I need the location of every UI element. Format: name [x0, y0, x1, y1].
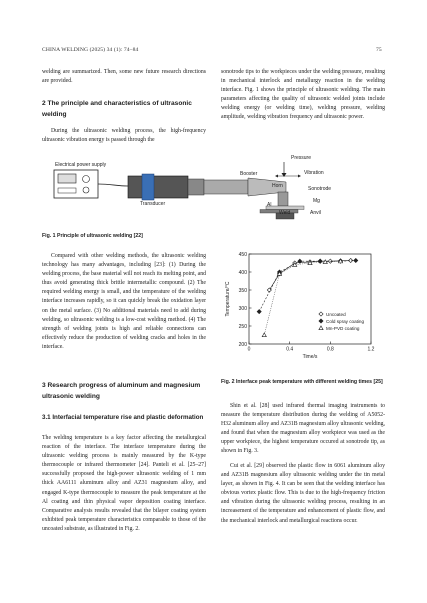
- legend-marker: [319, 319, 323, 323]
- x-tick-label: 0.4: [286, 346, 294, 353]
- y-tick-label: 350: [238, 287, 247, 294]
- paragraph-section-2: During the ultrasonic welding process, the high-frequency ultrasonic vibration energy is passed through the: [42, 128, 206, 144]
- figure-2-caption: Fig. 2 Interface peak temperature with different welding times [25]: [221, 379, 383, 385]
- figure-1-caption: Fig. 1 Principle of ultrasonic welding [22]: [42, 233, 143, 239]
- data-point: [257, 310, 261, 314]
- label-booster: Booster: [240, 171, 258, 177]
- section-2-heading: 2 The principle and characteristics of ultrasonic welding: [42, 100, 192, 118]
- paragraph-shin: Shin et al. [28] used infrared thermal imaging instruments to measure the temperature distribution during the welding of A5052-H32 aluminum alloy and AZ31B magnesium alloy ultrasonic welding, and found that when the magnesium alloy workpiece was used as the upper workpiece, the highest temperature occured at sonotrode tip, as shown in Fig. 3.: [221, 403, 385, 455]
- label-al: Al: [267, 202, 272, 208]
- y-tick-label: 200: [238, 341, 247, 348]
- label-vibration: Vibration: [304, 170, 324, 176]
- label-anvil: Anvil: [310, 210, 321, 216]
- label-transducer: Transducer: [140, 201, 166, 207]
- chart-legend: [319, 312, 365, 331]
- y-tick-label: 300: [238, 305, 247, 312]
- journal-header: CHINA WELDING (2025) 34 (1): 74–84: [42, 47, 139, 53]
- chart-axes: [225, 252, 375, 360]
- legend-marker: [319, 326, 323, 330]
- label-sonotrode: Sonotrode: [308, 186, 332, 192]
- label-pressure: Pressure: [291, 155, 312, 161]
- data-point: [323, 260, 327, 264]
- series-line: [264, 261, 340, 335]
- x-tick-label: 0.8: [326, 346, 334, 353]
- y-tick-label: 450: [238, 251, 247, 258]
- label-mg: Mg: [313, 198, 320, 204]
- y-tick-label: 400: [238, 269, 247, 276]
- label-power-supply: Electrical power supply: [55, 162, 107, 168]
- legend-label: Cold spray coating: [326, 318, 365, 324]
- y-tick-label: 250: [238, 323, 247, 330]
- legend-label: Uncoated: [326, 311, 346, 317]
- section-3-1-heading: 3.1 Interfacial temperature rise and plastic deformation: [42, 414, 204, 421]
- paragraph-welding-temperature: The welding temperature is a key factor affecting the metallurgical reaction of the interface. The interface temperature during the ultrasonic welding process is mainly measured by the K-type thermocouple or infrared thermometer [24]. Panteli et al. [25–27] successfully proposed the high-power ultrasonic welding of 1 mm thick AA6111 aluminum alloy and AZ31 magnesium alloy, and engaged K-type thermocouple to measure the peak temperature at the Al coating and thin physical vapor deposition coating interface. Comparative analysis results revealed that the bilayer coating system exhibited peak temperature characteristics comparable to those of the uncoated substrate, as illustrated in Fig. 2.: [42, 435, 206, 532]
- label-weld: Weld: [279, 210, 291, 216]
- page-number: 75: [376, 47, 382, 53]
- section-3-heading: 3 Research progress of aluminum and magnesium ultrasonic welding: [42, 382, 201, 400]
- figure-2-chart: [221, 248, 385, 364]
- x-axis-label: Time/s: [302, 354, 318, 360]
- data-point: [354, 258, 358, 262]
- y-axis-label: Temperature/°C: [225, 281, 231, 317]
- paragraph-principle: sonotrode tips to the workpieces under the welding pressure, resulting in mechanical interlock and metallurgy reaction in the welding interface. Fig. 1 shows the principle of ultrasonic welding. The main parameters affecting the quality of ultrasonic welded joints include welding energy (or welding time), welding pressure, welding amplitude, welding vibration frequency and ultrasonic power.: [221, 69, 385, 121]
- paragraph-advantages: Compared with other welding methods, the ultrasonic welding technology has many advantages, including [23]: (1) During the welding process, the base material will not reach its melting point, and thus avoid generating thick brittle intermetallic compound. (2) The required welding energy is small, and the temperature of the welding interface increases rapidly, so it can quickly break the oxidation layer on the metal surface. (3) No additional materials need to add during welding, so ultrasonic welding is a low-cost welding method. (4) The strength of welding joints is high and reliable connections can effectively reduce the production of welding cracks and holes in the interface.: [42, 253, 206, 350]
- paragraph-intro-end: welding are summarized. Then, some new future research directions are provided.: [42, 69, 206, 85]
- legend-label: Mn-PVD coating: [326, 325, 360, 331]
- x-tick-label: 1.2: [367, 346, 375, 353]
- series-line: [259, 260, 356, 311]
- label-horn: Horn: [272, 183, 283, 189]
- x-tick-label: 0: [247, 346, 251, 353]
- legend-marker: [319, 312, 323, 316]
- paragraph-cui: Cui et al. [29] observed the plastic flow in 6061 aluminum alloy and AZ31B magnesium alloy ultrasonic welding under the tin metal layer, as shown in Fig. 4. It can be seen that the welding interface has obvious vortex plastic flow. This is due to the high-frequency friction and vibration during the ultrasonic welding process, resulting in an increasement of the temperature and enhancement of plastic flow, and the mechanical interlock and metallurgical reactions occur.: [221, 463, 385, 524]
- data-point: [262, 333, 266, 337]
